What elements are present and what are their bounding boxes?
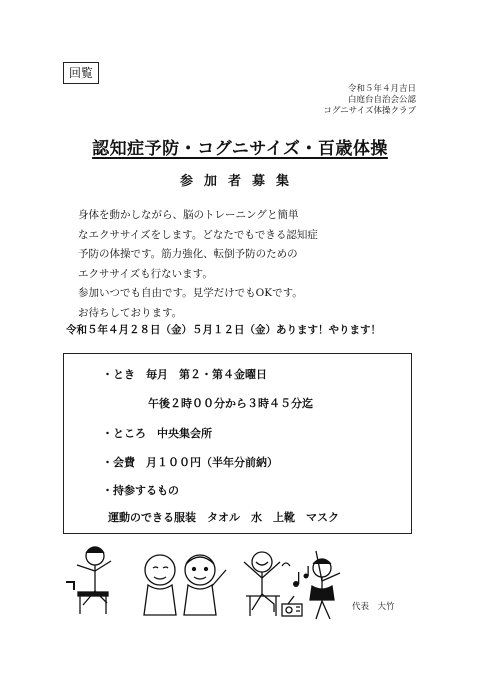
flyer-title [0,134,480,159]
stretching-person-icon [310,551,340,619]
intro-line: お待ちしております。 [78,306,183,319]
detail-fee: ・会費 月１００円（半年分前納） [102,456,278,469]
detail-where: ・ところ 中央集会所 [102,427,212,440]
exercise-illustrations [60,540,350,620]
circulation-stamp: 回覧 [63,62,99,84]
representative-name: 代表 大竹 [352,602,395,612]
club-name: コグニサイズ体操クラブ [323,106,416,116]
intro-line: 身体を動かしながら、脳のトレーニングと簡単 [78,209,299,221]
flyer-subtitle: 参加者募集 [179,174,300,189]
intro-paragraph [78,206,418,323]
issue-date: 令和５年４月吉日 [347,84,416,94]
intro-line: 予防の体操です。筋力強化、転倒予防のための [78,248,298,260]
detail-bring-items: 運動のできる服装 タオル 水 上靴 マスク [108,511,339,524]
detail-when: ・とき 毎月 第２・第４金曜日 [102,368,267,381]
session-dates: 令和５年４月２８日（金）５月１２日（金）あります！やります！ [66,324,381,336]
flyer-title-text: 認知症予防・コグニサイズ・百歳体操 [92,139,388,159]
radio-icon [282,596,302,616]
intro-line: なエクササイズをします。どなたでもできる認知症 [78,228,318,241]
detail-bring-heading: ・持参するもの [102,484,179,497]
detail-time: 午後２時００分から３時４５分迄 [148,397,313,410]
details-box [63,353,412,534]
intro-line: 参加いつでも自由です。見学だけでもOKです。 [78,287,303,299]
music-note-icon [293,566,309,587]
exercising-person-icon [66,547,111,614]
elderly-couple-icon [144,555,226,615]
approving-org: 白庭台自治会公認 [347,95,416,105]
intro-line: エクササイズも行ないます。 [78,267,213,280]
